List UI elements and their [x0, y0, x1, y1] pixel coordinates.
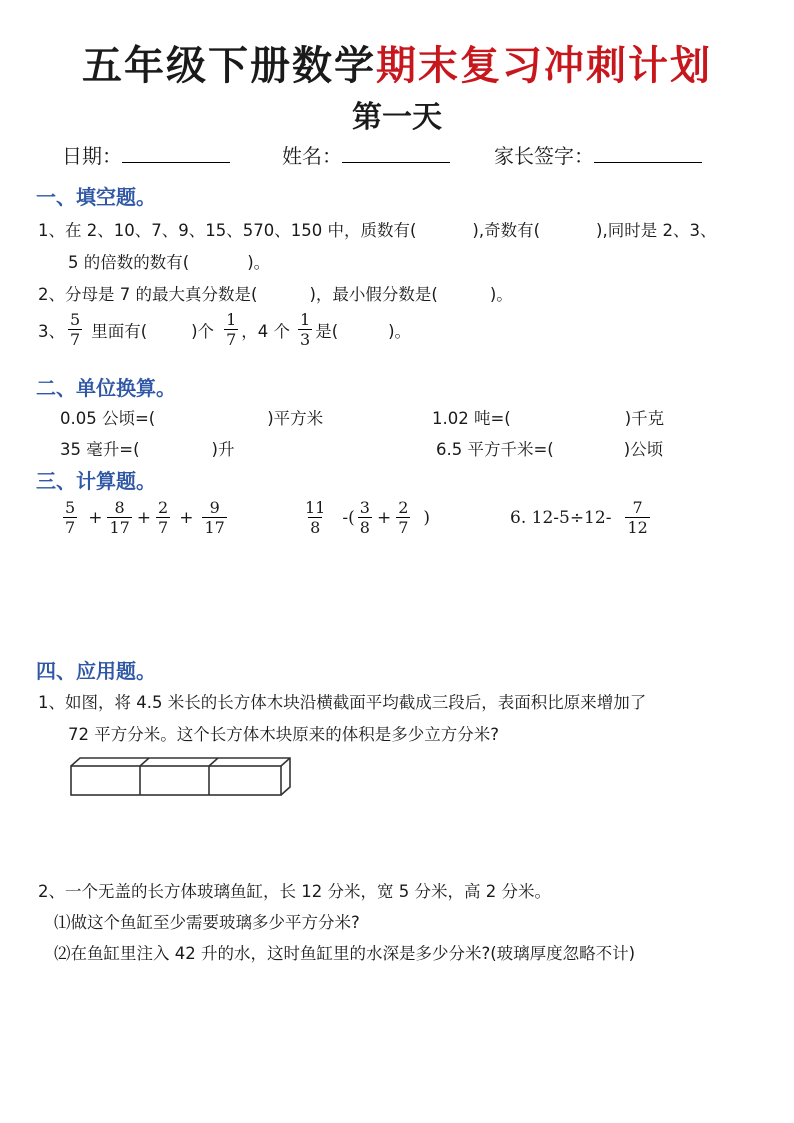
title-black: 五年级下册数学: [82, 43, 376, 89]
cuboid-diagram: [68, 756, 294, 798]
fraction: $\frac{8}{17}$: [109, 498, 130, 537]
question-1-line-1: 1、在 2、10、7、9、15、570、150 中，质数有( ),奇数有( ),同时是 2、3、: [38, 221, 717, 240]
problem-2-part-1: ⑴做这个鱼缸至少需要玻璃多少平方分米?: [54, 913, 360, 932]
name-field: [282, 140, 450, 169]
question-1-line-2: 5 的倍数的数有( )。: [68, 253, 271, 272]
fraction-1-3: $\frac{1}{3}$: [300, 310, 311, 349]
problem-2-part-2: ⑵在鱼缸里注入 42 升的水，这时鱼缸里的水深是多少分米?(玻璃厚度忽略不计): [54, 944, 636, 963]
fraction-1-7: $\frac{1}{7}$: [226, 310, 237, 349]
problem-2-line-1: 2、一个无盖的长方体玻璃鱼缸，长 12 分米，宽 5 分米，高 2 分米。: [38, 882, 551, 901]
expression-1: $\frac{5}{7}$ + $\frac{8}{17}$ + $\frac{2}{7}$ + $\frac{9}{17}$: [65, 498, 225, 537]
fraction: $\frac{7}{12}$: [627, 498, 648, 537]
conversion-3: 35 毫升=( )升: [60, 440, 235, 459]
question-3: 3、 $\frac{5}{7}$ 里面有( )个 $\frac{1}{7}$ ，4 个 $\frac{1}{3}$ 是( )。: [38, 310, 412, 349]
sign-blank[interactable]: [594, 144, 702, 163]
fraction: $\frac{2}{7}$: [158, 498, 169, 537]
day-heading: 第一天: [352, 100, 442, 135]
fraction: $\frac{2}{7}$: [398, 498, 409, 537]
section-fill-in: 一、填空题。: [36, 185, 156, 209]
fraction: $\frac{3}{8}$: [359, 498, 370, 537]
conversion-1: 0.05 公顷=( )平方米: [60, 409, 324, 428]
title-red: 期末复习冲刺计划: [376, 43, 712, 89]
sign-label: 家长签字：: [494, 144, 594, 168]
date-field: [62, 140, 230, 169]
expression-2: $\frac{11}{8}$ -( $\frac{3}{8}$ + $\frac{2}{7}$ ): [305, 498, 431, 537]
section-calculation: 三、计算题。: [36, 469, 156, 493]
fraction-5-7: $\frac{5}{7}$: [70, 310, 81, 349]
fraction: $\frac{11}{8}$: [305, 498, 326, 537]
fraction: $\frac{5}{7}$: [65, 498, 76, 537]
problem-1-line-2: 72 平方分米。这个长方体木块原来的体积是多少立方分米?: [68, 725, 499, 744]
question-2: 2、分母是 7 的最大真分数是( )，最小假分数是( )。: [38, 285, 513, 304]
date-blank[interactable]: [122, 144, 230, 163]
problem-1-line-1: 1、如图，将 4.5 米长的长方体木块沿横截面平均截成三段后，表面积比原来增加了: [38, 693, 647, 712]
sign-field: [494, 140, 702, 169]
name-blank[interactable]: [342, 144, 450, 163]
conversion-2: 1.02 吨=( )千克: [432, 409, 665, 428]
page-title: [0, 34, 794, 91]
conversion-4: 6.5 平方千米=( )公顷: [436, 440, 664, 459]
name-label: 姓名：: [282, 144, 342, 168]
section-unit-conversion: 二、单位换算。: [36, 376, 176, 400]
section-word-problems: 四、应用题。: [36, 659, 156, 683]
fraction: $\frac{9}{17}$: [204, 498, 225, 537]
expression-3: 6. 12-5÷12- $\frac{7}{12}$: [510, 498, 648, 537]
date-label: 日期：: [62, 144, 122, 168]
